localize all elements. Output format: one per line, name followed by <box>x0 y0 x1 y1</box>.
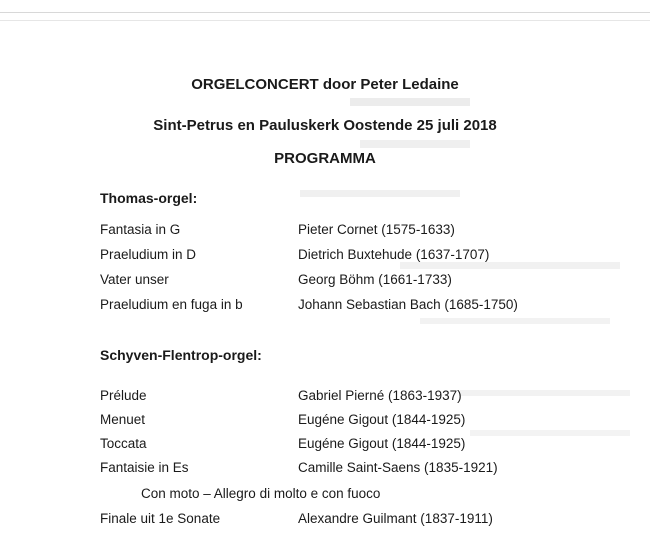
composer: Georg Böhm (1661-1733) <box>298 272 452 287</box>
composer: Dietrich Buxtehude (1637-1707) <box>298 247 490 262</box>
piece-title: Finale uit 1e Sonate <box>100 511 221 526</box>
piece-title: Menuet <box>100 412 146 427</box>
bleed-through-mark <box>400 262 620 269</box>
composer: Johann Sebastian Bach (1685-1750) <box>298 297 518 312</box>
composer: Camille Saint-Saens (1835-1921) <box>298 460 498 475</box>
piece-title: Toccata <box>100 436 147 451</box>
bleed-through-mark <box>470 430 630 436</box>
bleed-through-mark <box>360 140 470 148</box>
venue-date: Sint-Petrus en Pauluskerk Oostende 25 juli 2018 <box>153 117 497 134</box>
piece-title: Praeludium in D <box>100 247 197 262</box>
section-heading-thomas-orgel: Thomas-orgel: <box>100 190 198 206</box>
paper-edge-line <box>0 20 650 21</box>
bleed-through-mark <box>300 190 460 197</box>
piece-title: Prélude <box>100 388 147 403</box>
composer: Eugéne Gigout (1844-1925) <box>298 436 466 451</box>
piece-title: Praeludium en fuga in b <box>100 297 243 312</box>
programma-heading: PROGRAMMA <box>274 150 376 167</box>
composer: Eugéne Gigout (1844-1925) <box>298 412 466 427</box>
bleed-through-mark <box>420 318 610 324</box>
composer: Alexandre Guilmant (1837-1911) <box>298 511 493 526</box>
piece-title: Vater unser <box>100 272 169 287</box>
piece-title: Fantaisie in Es <box>100 460 189 475</box>
section-heading-schyven-flentrop-orgel: Schyven-Flentrop-orgel: <box>100 347 262 363</box>
concert-title: ORGELCONCERT door Peter Ledaine <box>191 76 459 93</box>
bleed-through-mark <box>460 390 630 396</box>
composer: Pieter Cornet (1575-1633) <box>298 222 455 237</box>
composer: Gabriel Pierné (1863-1937) <box>298 388 462 403</box>
movement-subtitle: Con moto – Allegro di molto e con fuoco <box>141 486 381 501</box>
paper-edge-line <box>0 12 650 13</box>
piece-title: Fantasia in G <box>100 222 181 237</box>
bleed-through-mark <box>350 98 470 106</box>
